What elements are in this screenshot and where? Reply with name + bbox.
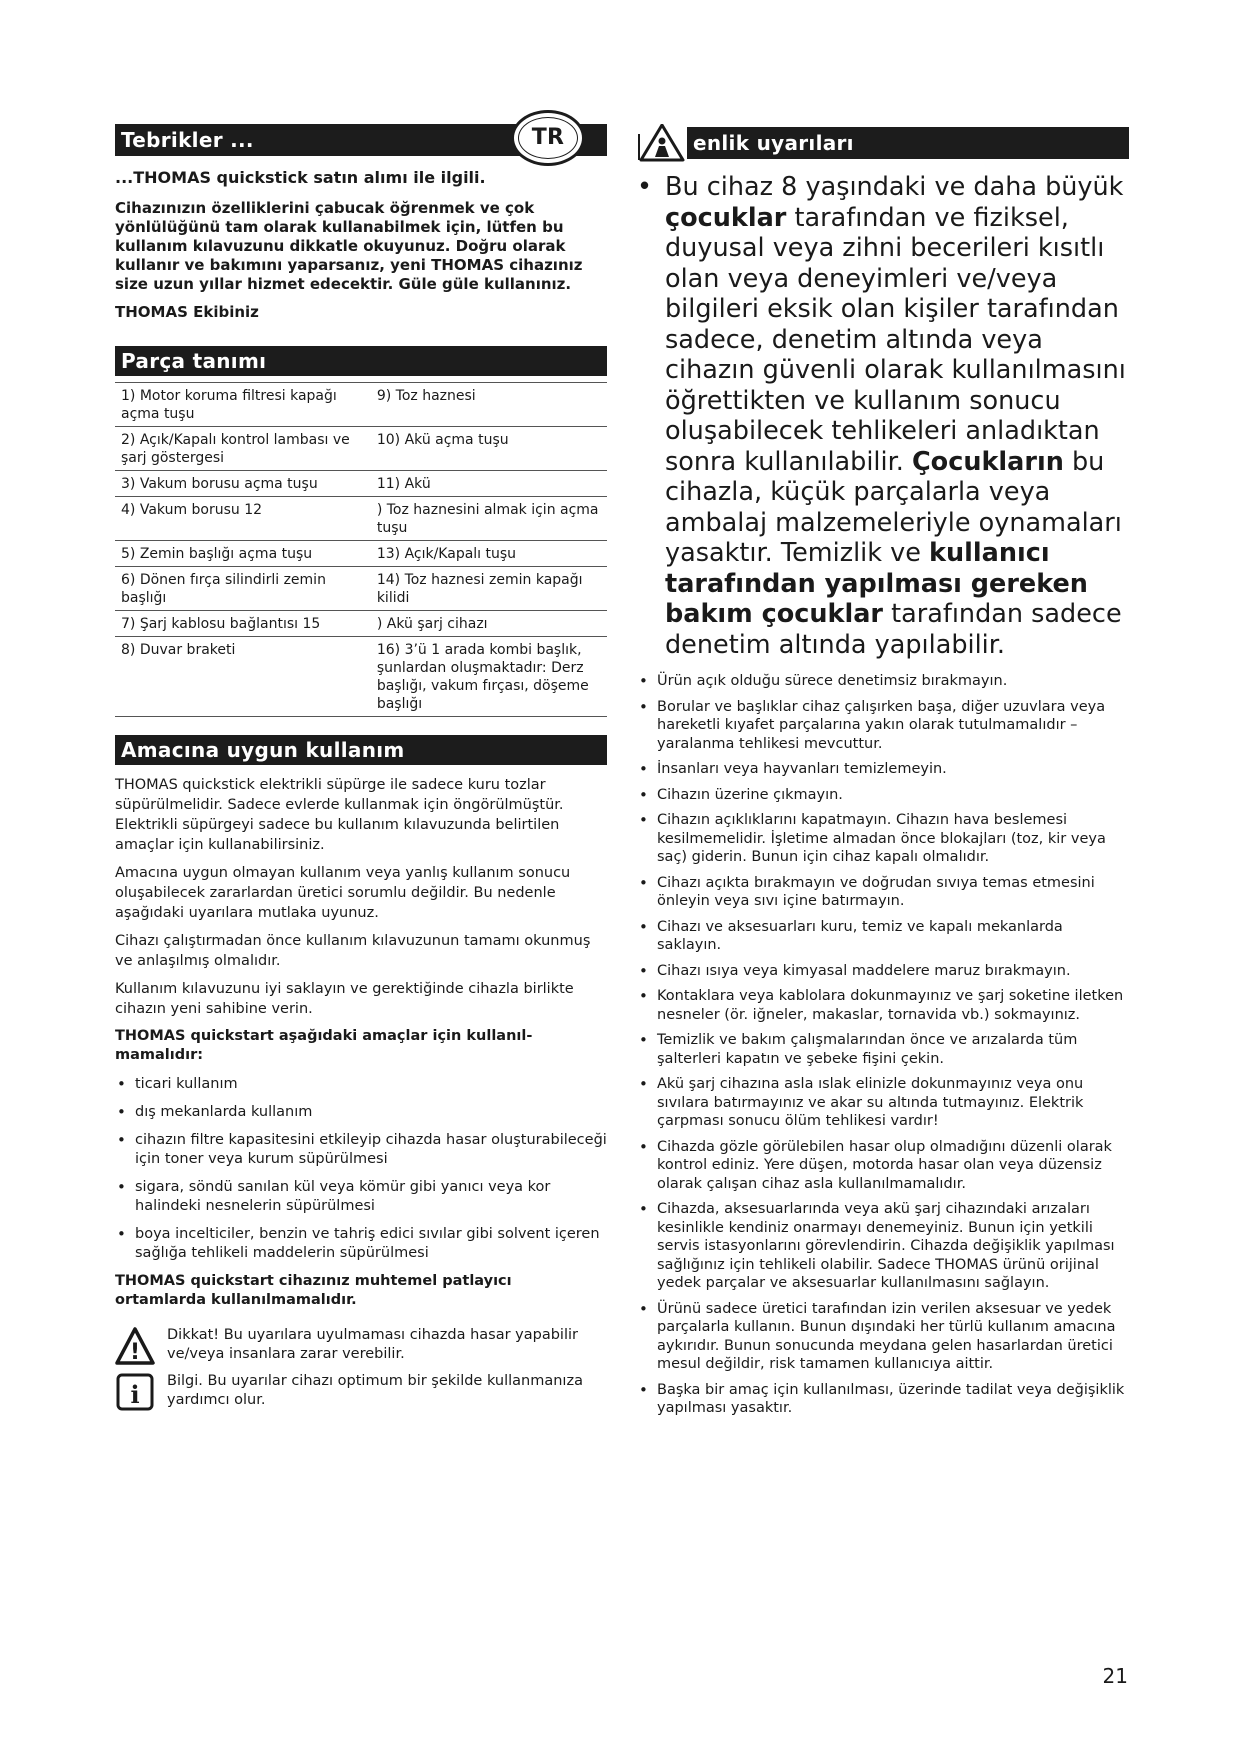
children-warning-text: bu cihazla, küçük parçalarla veya ambalaj malzemeleriyle oynamaları yasaktır. Temizlik ve: [665, 446, 1122, 568]
signature: THOMAS Ekibiniz: [115, 303, 259, 321]
caution-glyph: !: [129, 1340, 141, 1365]
part-right-cell: [371, 471, 607, 497]
part-number: 5): [121, 546, 136, 562]
list-item: • Borular ve başlıklar cihaz çalışırken başa, diğer uzuvlara veya hareketli kıyafet parçalarına yakın olarak tutulmamalıdır – yaralanma tehlikesi mevcuttur.: [637, 698, 1129, 754]
list-item: • ticari kullanım: [115, 1075, 607, 1094]
list-item: • dış mekanlarda kullanım: [115, 1103, 607, 1122]
table-row: [115, 471, 607, 497]
part-right-cell: [371, 637, 607, 717]
warning-figure-icon: [637, 124, 687, 162]
not-for-list: [115, 1075, 607, 1263]
part-number: 8): [121, 642, 136, 658]
part-number: 2): [121, 432, 136, 448]
part-right-cell: [371, 497, 607, 541]
part-label: Motor koruma filtresi kapağı açma tuşu: [121, 388, 337, 422]
intro-body: Cihazınızın özelliklerini çabucak öğrenmek ve çok yönlülüğünü tam olarak kullanabilmek için, lütfen bu kullanım kılavuzunu dikkatle okuyunuz. Doğru olarak kullanır ve bakımını yaparsanız, yeni THOMAS cihazınız size uzun yıllar hizmet edecektir. Güle güle kullanınız.: [115, 199, 583, 293]
part-left-cell: [115, 497, 371, 541]
list-item: • Başka bir amaç için kullanılması, üzerinde tadilat veya değişiklik yapılması yasaktır.: [637, 1381, 1129, 1418]
part-number: 3): [121, 476, 136, 492]
congrats-header: [115, 124, 607, 156]
list-item: • Cihazı ısıya veya kimyasal maddelere maruz bırakmayın.: [637, 962, 1129, 981]
part-number: 11): [376, 476, 401, 492]
table-row: [115, 611, 607, 637]
part-label: Toz haznesi: [395, 388, 476, 404]
part-label: Toz haznesi zemin kapağı kilidi: [376, 572, 583, 606]
explosive-note: THOMAS quickstart cihazınız muhtemel patlayıcı ortamlarda kullanılmamalıdır.: [115, 1273, 512, 1308]
congrats-title: Tebrikler ...: [121, 128, 254, 152]
part-label: Akü: [404, 476, 431, 492]
children-warning-text: tarafından ve fiziksel, duyusal veya zihni becerileri kısıtlı olan veya deneyimleri ve/veya bilgileri eksik olan kişiler tarafından sadece, denetim altında veya cihazın güvenli olarak kullanılmasını öğrettikten ve kullanım sonucu oluşabilecek tehlikeleri anladıktan sonra kullanılabilir.: [665, 202, 1126, 477]
usage-title: Amacına uygun kullanım: [121, 738, 405, 762]
info-glyph: i: [130, 1380, 140, 1409]
part-label: 3’ü 1 arada kombi başlık, şunlardan oluşmaktadır: Derz başlığı, vakum fırçası, döşeme başlığı: [376, 642, 589, 712]
part-left-cell: [115, 541, 371, 567]
info-note: [115, 1372, 607, 1412]
part-label: Duvar braketi: [139, 642, 236, 658]
part-right-cell: [371, 383, 607, 427]
safety-title: enlik uyarıları: [693, 131, 854, 155]
list-item: • Temizlik ve bakım çalışmalarından önce ve arızalarda tüm şalterleri kapatın ve şebeke fişini çekin.: [637, 1031, 1129, 1068]
list-item: • İnsanları veya hayvanları temizlemeyin.: [637, 760, 1129, 779]
list-item: • Cihazın açıklıklarını kapatmayın. Cihazın hava beslemesi kesilmemelidir. İşletime almadan önce blokajları (toz, kir veya saç) giderin. Bunun için cihaz kapalı olmalıdır.: [637, 811, 1129, 867]
not-for-heading: THOMAS quickstart aşağıdaki amaçlar için kullanılmamalıdır:: [115, 1028, 533, 1063]
part-label: Şarj kablosu bağlantısı 15: [139, 616, 321, 632]
part-label: Vakum borusu 12: [139, 502, 263, 518]
safety-header: [637, 124, 1129, 162]
children-warning-bold: Çocukların: [911, 446, 1064, 477]
table-row: [115, 541, 607, 567]
usage-paragraph: Kullanım kılavuzunu iyi saklayın ve gerektiğinde cihazla birlikte cihazın yeni sahibine verin.: [115, 981, 574, 1017]
part-right-cell: [371, 611, 607, 637]
list-item: • Cihazı açıkta bırakmayın ve doğrudan sıvıya temas etmesini önleyin veya sıvı içine batırmayın.: [637, 874, 1129, 911]
usage-paragraph: Amacına uygun olmayan kullanım veya yanlış kullanım sonucu oluşabilecek zararlardan üretici sorumlu değildir. Bu nedenle aşağıdaki uyarılara mutlaka uyunuz.: [115, 865, 571, 921]
list-item: • boya incelticiler, benzin ve tahriş edici sıvılar gibi solvent içeren sağlığa tehlikeli maddelerin süpürülmesi: [115, 1225, 607, 1263]
part-label: Açık/Kapalı kontrol lambası ve şarj göstergesi: [121, 432, 350, 466]
part-right-cell: [371, 427, 607, 471]
part-label: Akü şarj cihazı: [386, 616, 488, 632]
right-column: [637, 124, 1129, 1425]
language-badge: TR: [511, 110, 585, 166]
part-label: Zemin başlığı açma tuşu: [139, 546, 313, 562]
part-right-cell: [371, 541, 607, 567]
list-item: • Akü şarj cihazına asla ıslak elinizle dokunmayınız veya onu sıvılara batırmayınız ve akar su altında tutmayınız. Elektrik çarpması sonucu ölüm tehlikesi vardır!: [637, 1075, 1129, 1131]
safety-title-bar: [687, 127, 1129, 159]
part-left-cell: [115, 383, 371, 427]
part-number: 13): [376, 546, 401, 562]
list-item: • cihazın filtre kapasitesini etkileyip cihazda hasar oluşturabileceği için toner veya kurum süpürülmesi: [115, 1131, 607, 1169]
part-number: 16): [376, 642, 401, 658]
part-left-cell: [115, 427, 371, 471]
part-left-cell: [115, 471, 371, 497]
caution-text: Dikkat! Bu uyarılara uyulmaması cihazda hasar yapabilir ve/veya insanlara zarar verebilir.: [167, 1327, 578, 1362]
part-number: 14): [376, 572, 401, 588]
left-column: [115, 124, 607, 1412]
usage-header: [115, 735, 607, 765]
table-row: [115, 427, 607, 471]
part-left-cell: [115, 567, 371, 611]
table-row: [115, 637, 607, 717]
part-label: Dönen fırça silindirli zemin başlığı: [121, 572, 326, 606]
table-row: [115, 383, 607, 427]
part-label: Açık/Kapalı tuşu: [404, 546, 517, 562]
part-number: 10): [376, 432, 401, 448]
children-warning: [637, 172, 1129, 660]
table-row: [115, 567, 607, 611]
list-item: • Cihazın üzerine çıkmayın.: [637, 786, 1129, 805]
info-icon: [115, 1372, 155, 1412]
usage-paragraph: THOMAS quickstick elektrikli süpürge ile sadece kuru tozlar süpürülmelidir. Sadece evlerde kullanmak için öngörülmüştür. Elektrikli süpürgeyi sadece bu kullanım kılavuzunda belirtilen amaçlar için kullanabilirsiniz.: [115, 777, 564, 853]
page-number: 21: [1102, 1664, 1128, 1688]
parts-table: [115, 382, 607, 717]
children-warning-bold: çocuklar: [665, 202, 787, 233]
children-warning-text: Bu cihaz 8 yaşındaki ve daha büyük: [665, 172, 1124, 202]
info-text: Bilgi. Bu uyarılar cihazı optimum bir şekilde kullanmanıza yardımcı olur.: [167, 1373, 583, 1408]
part-number: 7): [121, 616, 136, 632]
warning-triangle-icon: [115, 1326, 155, 1366]
part-right-cell: [371, 567, 607, 611]
part-number: 6): [121, 572, 136, 588]
list-item: • Cihazda gözle görülebilen hasar olup olmadığını düzenli olarak kontrol ediniz. Yere düşen, motorda hasar olan veya düzensiz olarak çalışan cihaz asla kullanılmamalıdır.: [637, 1138, 1129, 1194]
list-item: • Cihazda, aksesuarlarında veya akü şarj cihazındaki arızaları kesinlikle kendiniz onarmayı denemeyiniz. Bunun için yetkili servis istasyonlarını görevlendirin. Cihazda değişiklik yapılması sağlığınız için tehlikeli olabilir. Sadece THOMAS ürünü orijinal yedek parçalar ve aksesuarlar kullanılmasını sağlayın.: [637, 1200, 1129, 1293]
part-number: ): [376, 502, 383, 518]
intro-subtitle: ...THOMAS quickstick satın alımı ile ilgili.: [115, 168, 486, 187]
children-warning-text: tarafından sadece denetim altında yapılabilir.: [665, 599, 1122, 660]
parts-title: Parça tanımı: [121, 349, 267, 373]
part-left-cell: [115, 637, 371, 717]
part-label: Akü açma tuşu: [404, 432, 509, 448]
usage-paragraph: Cihazı çalıştırmadan önce kullanım kılavuzunun tamamı okunmuş ve anlaşılmış olmalıdır.: [115, 933, 591, 969]
usage-body: [115, 775, 607, 1412]
safety-list: [637, 672, 1129, 1418]
parts-header: [115, 346, 607, 376]
table-row: [115, 497, 607, 541]
part-label: Vakum borusu açma tuşu: [139, 476, 318, 492]
part-number: 1): [121, 388, 136, 404]
list-item: • Ürün açık olduğu sürece denetimsiz bırakmayın.: [637, 672, 1129, 691]
list-item: • Ürünü sadece üretici tarafından izin verilen aksesuar ve yedek parçalarla kullanın. Bunun dışındaki her türlü kullanım amacına aykırıdır. Bunun sonucunda meydana gelen hasarlardan üretici mesul değildir, risk tamamen kullanıcıya aittir.: [637, 1300, 1129, 1374]
list-item: • sigara, söndü sanılan kül veya kömür gibi yanıcı veya kor halindeki nesnelerin süpürülmesi: [115, 1178, 607, 1216]
safety-header-icon-box: [637, 124, 687, 162]
part-left-cell: [115, 611, 371, 637]
list-item: • Cihazı ve aksesuarları kuru, temiz ve kapalı mekanlarda saklayın.: [637, 918, 1129, 955]
list-item: • Kontaklara veya kablolara dokunmayınız ve şarj soketine iletken nesneler (ör. iğneler, makaslar, tornavida vb.) sokmayınız.: [637, 987, 1129, 1024]
part-number: ): [376, 616, 383, 632]
part-label: Toz haznesini almak için açma tuşu: [376, 502, 599, 536]
part-number: 9): [376, 388, 392, 404]
part-number: 4): [121, 502, 136, 518]
children-warning-bold: kullanıcı tarafından yapılması gereken bakım çocuklar: [665, 538, 1088, 629]
caution-note: [115, 1326, 607, 1366]
